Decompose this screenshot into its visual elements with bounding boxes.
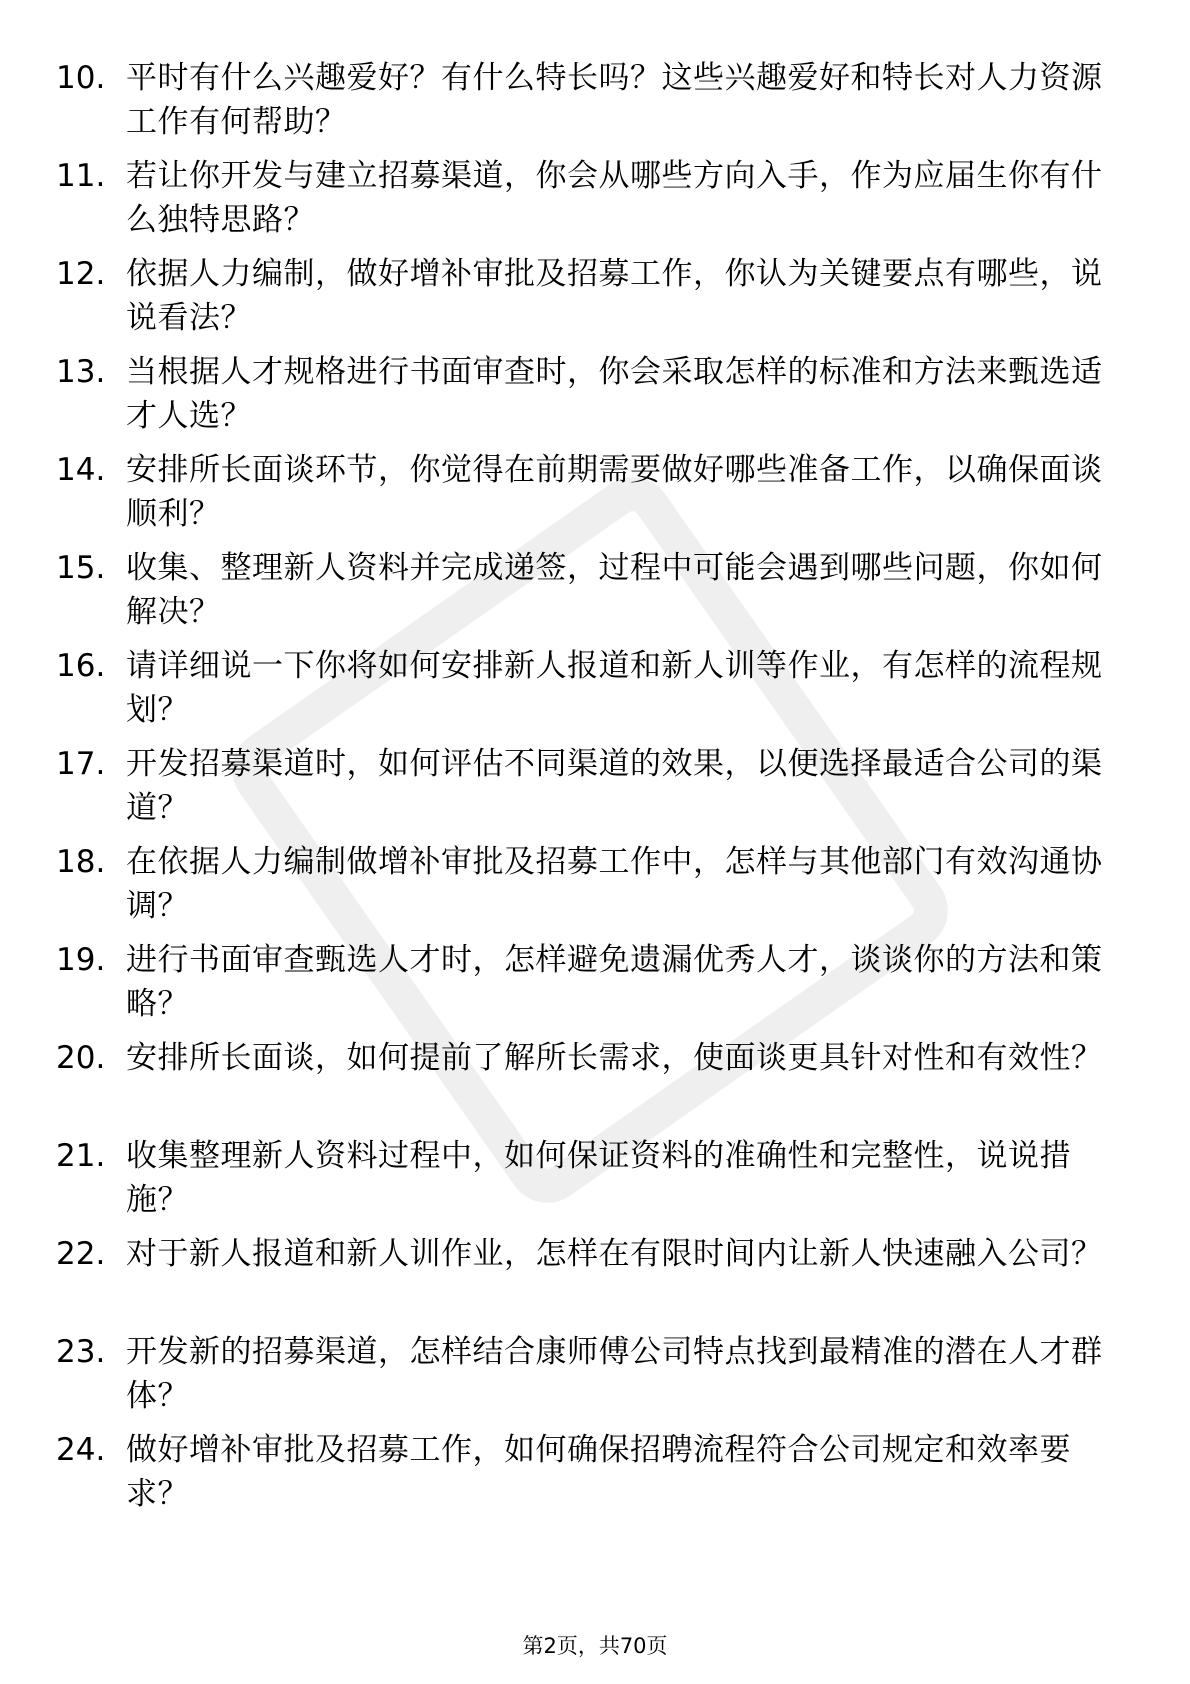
question-text: 开发招募渠道时，如何评估不同渠道的效果，以便选择最适合公司的渠道？ — [126, 746, 1103, 826]
question-text: 请详细说一下你将如何安排新人报道和新人训等作业，有怎样的流程规划？ — [126, 648, 1103, 728]
list-item — [56, 56, 1106, 154]
question-text: 安排所长面谈环节，你觉得在前期需要做好哪些准备工作，以确保面谈顺利？ — [126, 452, 1103, 532]
list-item — [56, 1232, 1106, 1330]
question-number: 23. — [56, 1334, 106, 1370]
question-number: 13. — [56, 354, 106, 390]
question-text: 做好增补审批及招募工作，如何确保招聘流程符合公司规定和效率要求？ — [126, 1432, 1071, 1512]
question-text: 收集、整理新人资料并完成递签，过程中可能会遇到哪些问题，你如何解决？ — [126, 550, 1103, 630]
list-item — [56, 840, 1106, 938]
question-number: 17. — [56, 746, 106, 782]
question-number: 24. — [56, 1432, 106, 1468]
list-item — [56, 1330, 1106, 1428]
list-item — [56, 1134, 1106, 1232]
list-item — [56, 644, 1106, 742]
question-number: 21. — [56, 1138, 106, 1174]
question-number: 10. — [56, 60, 106, 96]
list-item — [56, 154, 1106, 252]
question-text: 平时有什么兴趣爱好？有什么特长吗？这些兴趣爱好和特长对人力资源工作有何帮助？ — [126, 60, 1103, 140]
question-list — [56, 56, 1106, 1526]
question-number: 19. — [56, 942, 106, 978]
list-item — [56, 546, 1106, 644]
question-number: 22. — [56, 1236, 106, 1272]
list-item — [56, 350, 1106, 448]
question-text: 进行书面审查甄选人才时，怎样避免遗漏优秀人才，谈谈你的方法和策略？ — [126, 942, 1103, 1022]
list-item — [56, 938, 1106, 1036]
question-text: 当根据人才规格进行书面审查时，你会采取怎样的标准和方法来甄选适才人选？ — [126, 354, 1103, 434]
question-text: 若让你开发与建立招募渠道，你会从哪些方向入手，作为应届生你有什么独特思路？ — [126, 158, 1103, 238]
question-text: 在依据人力编制做增补审批及招募工作中，怎样与其他部门有效沟通协调？ — [126, 844, 1103, 924]
question-text: 对于新人报道和新人训作业，怎样在有限时间内让新人快速融入公司？ — [126, 1236, 1103, 1272]
question-text: 开发新的招募渠道，怎样结合康师傅公司特点找到最精准的潜在人才群体？ — [126, 1334, 1103, 1414]
list-item — [56, 1036, 1106, 1134]
question-text: 依据人力编制，做好增补审批及招募工作，你认为关键要点有哪些，说说看法？ — [126, 256, 1103, 336]
question-text: 安排所长面谈，如何提前了解所长需求，使面谈更具针对性和有效性？ — [126, 1040, 1103, 1076]
question-number: 18. — [56, 844, 106, 880]
page-indicator: 第2页，共70页 — [522, 1634, 668, 1658]
question-text: 收集整理新人资料过程中，如何保证资料的准确性和完整性，说说措施？ — [126, 1138, 1071, 1218]
list-item — [56, 448, 1106, 546]
question-number: 16. — [56, 648, 106, 684]
question-number: 20. — [56, 1040, 106, 1076]
list-item — [56, 1428, 1106, 1526]
list-item — [56, 252, 1106, 350]
question-number: 11. — [56, 158, 106, 194]
question-number: 12. — [56, 256, 106, 292]
question-number: 14. — [56, 452, 106, 488]
list-item — [56, 742, 1106, 840]
question-number: 15. — [56, 550, 106, 586]
